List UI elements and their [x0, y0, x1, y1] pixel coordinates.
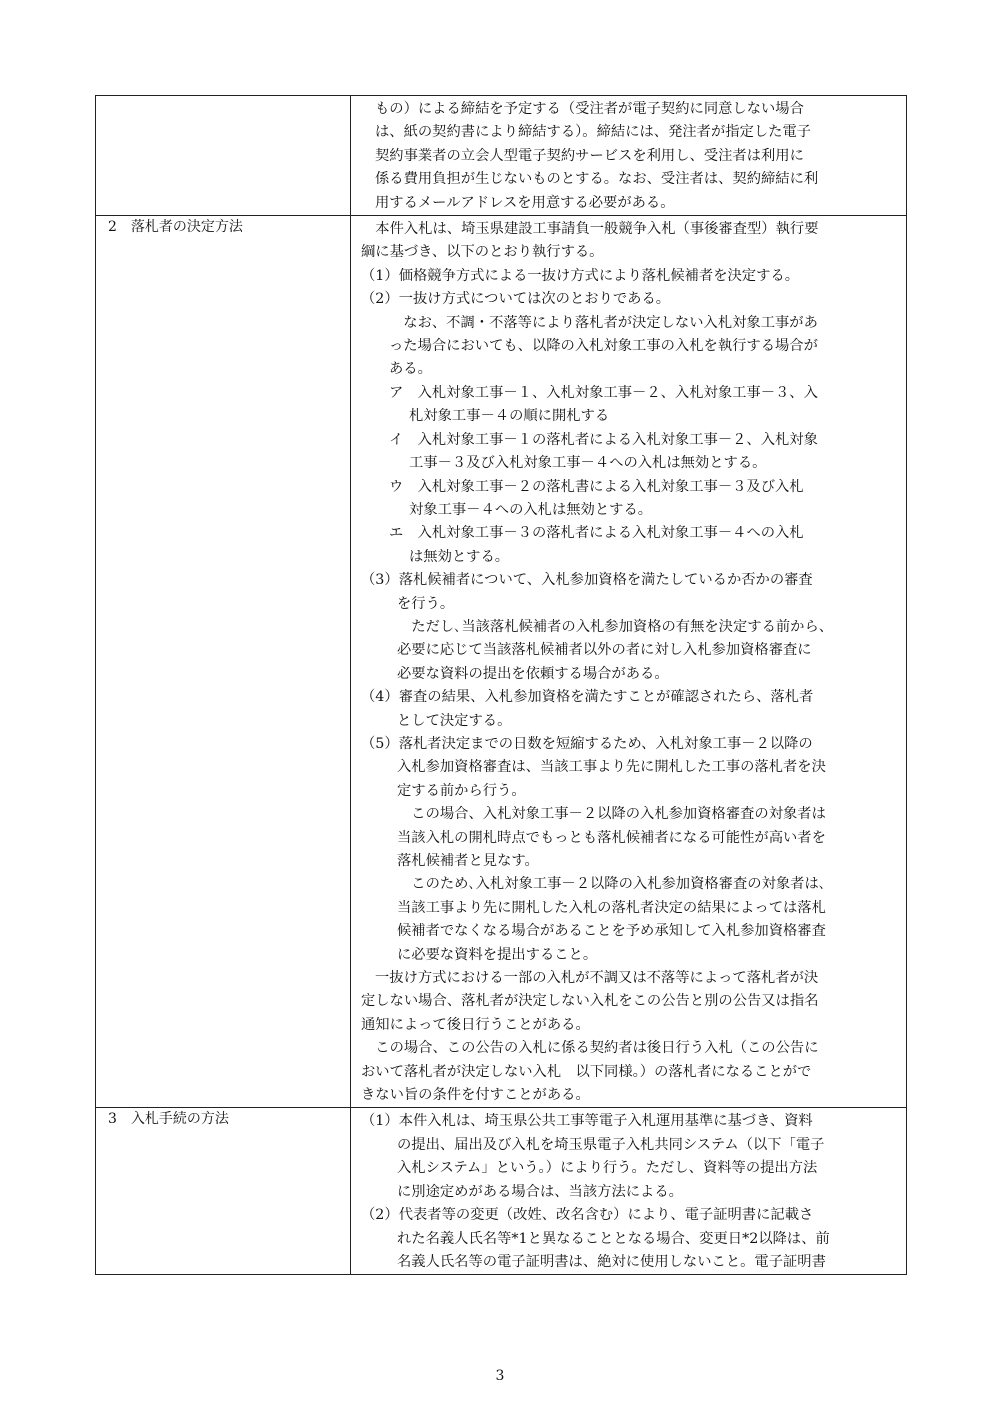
text-line: は、紙の契約書により締結する）。締結には、発注者が指定した電子: [375, 124, 812, 141]
text-line: （1）価格競争方式による一抜け方式により落札候補者を決定する。: [361, 267, 799, 284]
section-label: 3 入札手続の方法: [108, 1111, 229, 1128]
text-line: として決定する。: [397, 712, 512, 729]
text-line: 通知によって後日行うことがある。: [361, 1016, 590, 1033]
text-line: 名義人氏名等の電子証明書は、絶対に使用しないこと。電子証明書: [397, 1253, 826, 1270]
text-line: この場合、入札対象工事－２以降の入札参加資格審査の対象者は: [397, 806, 826, 823]
table-row: [96, 216, 907, 1108]
section-content: [351, 1108, 906, 1274]
text-line: 当該工事より先に開札した入札の落札者決定の結果によっては落札: [397, 899, 826, 916]
page-number: 3: [495, 1368, 505, 1384]
section-label-cell: [96, 96, 351, 216]
text-line: もの）による締結を予定する（受注者が電子契約に同意しない場合: [375, 101, 804, 117]
text-line: 対象工事－４への入札は無効とする。: [409, 501, 653, 518]
text-line: エ 入札対象工事－３の落札者による入札対象工事－４への入札: [389, 525, 804, 542]
text-line: 必要な資料の提出を依頼する場合がある。: [397, 665, 669, 682]
text-line: このため､入札対象工事－２以降の入札参加資格審査の対象者は､: [397, 876, 826, 893]
text-line: おいて落札者が決定しない入札 以下同様。）の落札者になることがで: [361, 1063, 812, 1080]
text-line: （5）落札者決定までの日数を短縮するため、入札対象工事－２以降の: [361, 735, 813, 752]
text-line: （2）代表者等の変更（改姓、改名含む）により、電子証明書に記載さ: [361, 1207, 814, 1224]
text-line: 本件入札は、埼玉県建設工事請負一般競争入札（事後審査型）執行要: [361, 221, 819, 238]
section-label-cell: [96, 216, 351, 1108]
text-line: 係る費用負担が生じないものとする。なお、受注者は、契約締結に利: [375, 171, 819, 188]
text-line: 候補者でなくなる場合があることを予め承知して入札参加資格審査: [397, 923, 826, 940]
section-content-cell: [351, 216, 907, 1108]
text-line: （4）審査の結果、入札参加資格を満たすことが確認されたら、落札者: [361, 689, 814, 706]
text-line: なお、不調・不落等により落札者が決定しない入札対象工事があ: [389, 314, 818, 331]
text-line: （2）一抜け方式については次のとおりである。: [361, 291, 671, 308]
text-line: に別途定めがある場合は、当該方法による。: [397, 1183, 683, 1200]
text-line: 用するメールアドレスを用意する必要がある。: [375, 194, 675, 211]
text-line: ア 入札対象工事－１、入札対象工事－２、入札対象工事－３、入: [389, 384, 818, 401]
text-line: 札対象工事－４の順に開札する: [409, 408, 610, 425]
text-line: 定する前から行う。: [397, 782, 526, 799]
text-line: 落札候補者と見なす。: [397, 853, 539, 869]
section-label: 2 落札者の決定方法: [108, 219, 243, 236]
text-line: の提出、届出及び入札を埼玉県電子入札共同システム（以下「電子: [397, 1136, 825, 1153]
text-line: に必要な資料を提出すること。: [397, 946, 598, 963]
section-content-cell: [351, 96, 907, 216]
text-line: 契約事業者の立会人型電子契約サービスを利用し、受注者は利用に: [375, 147, 804, 164]
text-line: イ 入札対象工事－１の落札者による入札対象工事－２、入札対象: [389, 431, 818, 448]
text-line: 必要に応じて当該落札候補者以外の者に対し入札参加資格審査に: [397, 642, 812, 659]
text-line: 定しない場合、落札者が決定しない入札をこの公告と別の公告又は指名: [361, 993, 819, 1010]
section-content: [351, 216, 906, 1107]
table-body: [96, 96, 907, 1275]
text-line: 工事－３及び入札対象工事－４への入札は無効とする。: [409, 455, 767, 472]
text-line: この場合、この公告の入札に係る契約者は後日行う入札（この公告に: [361, 1040, 819, 1057]
document-table: [95, 95, 907, 1275]
text-line: った場合においても、以降の入札対象工事の入札を執行する場合が: [389, 338, 818, 355]
section-content-cell: [351, 1108, 907, 1275]
text-line: を行う。: [397, 595, 455, 612]
text-line: 入札システム」という。）により行う。ただし、資料等の提出方法: [397, 1160, 818, 1177]
text-line: れた名義人氏名等*1と異なることとなる場合、変更日*2以降は、前: [397, 1230, 830, 1247]
text-line: 一抜け方式における一部の入札が不調又は不落等によって落札者が決: [375, 970, 819, 987]
text-line: は無効とする。: [409, 548, 510, 565]
text-line: 当該入札の開札時点でもっとも落札候補者になる可能性が高い者を: [397, 829, 826, 846]
text-line: （3）落札候補者について、入札参加資格を満たしているか否かの審査: [361, 572, 813, 589]
table-row: [96, 96, 907, 216]
text-line: ある。: [389, 361, 432, 378]
table-row: [96, 1108, 907, 1275]
text-line: ウ 入札対象工事－２の落札書による入札対象工事－３及び入札: [389, 478, 804, 495]
section-label-cell: [96, 1108, 351, 1275]
section-content: [351, 96, 906, 215]
text-line: 綱に基づき、以下のとおり執行する。: [361, 244, 604, 261]
text-line: ただし､当該落札候補者の入札参加資格の有無を決定する前から、: [397, 618, 834, 635]
text-line: 入札参加資格審査は、当該工事より先に開札した工事の落札者を決: [397, 759, 826, 776]
text-line: （1）本件入札は、埼玉県公共工事等電子入札運用基準に基づき、資料: [361, 1113, 813, 1130]
text-line: きない旨の条件を付すことがある。: [361, 1087, 590, 1104]
